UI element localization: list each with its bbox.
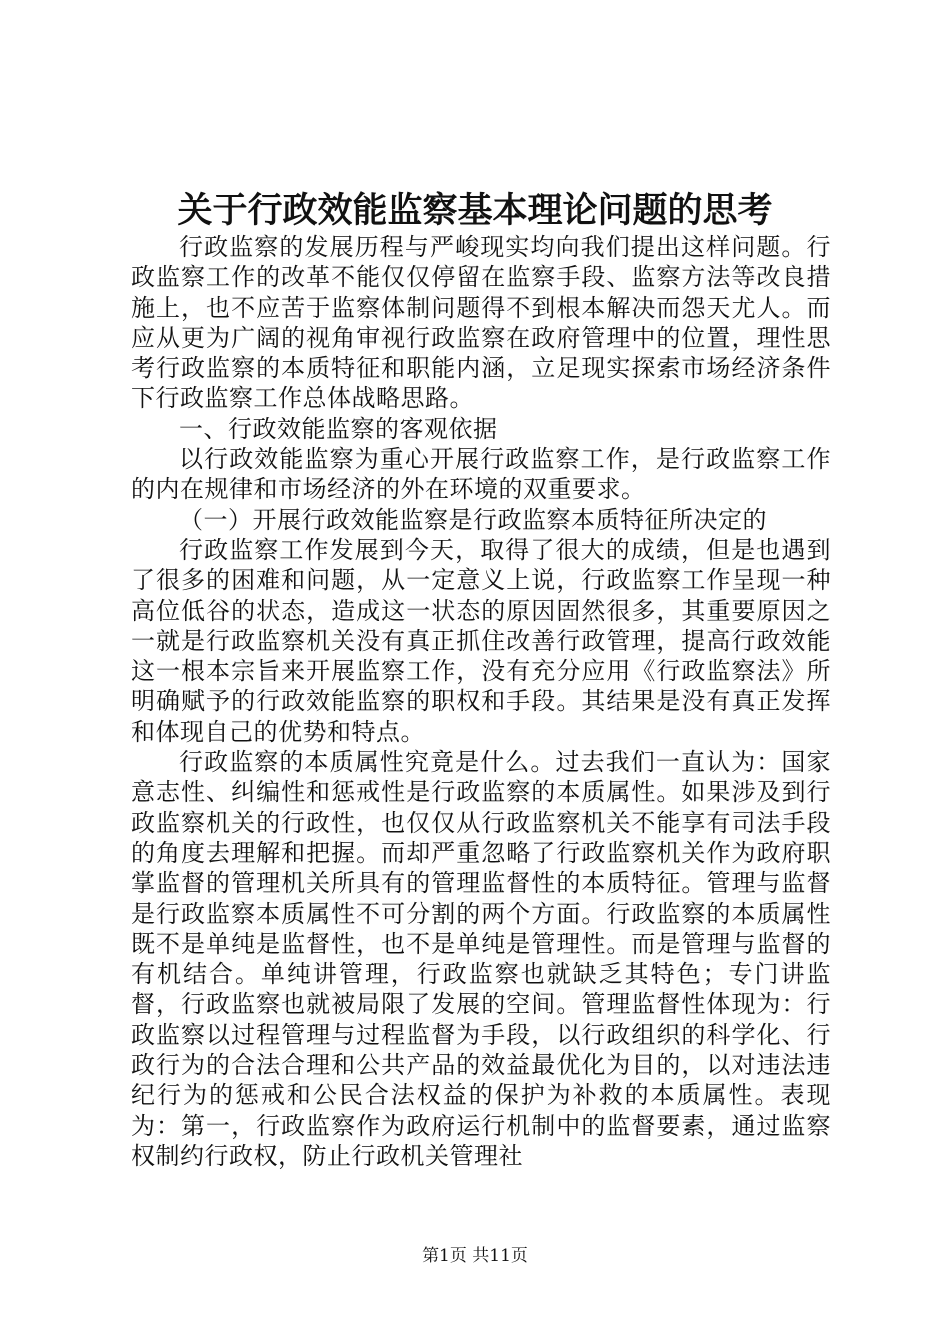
intro-paragraph: 行政监察的发展历程与严峻现实均向我们提出这样问题。行政监察工作的改革不能仅仅停留在监察手段、监察方法等改良措施上，也不应苦于监察体制问题得不到根本解决而怨天尤人。而应从更为广阔的视角审视行政监察在政府管理中的位置，理性思考行政监察的本质特征和职能内涵，立足现实探索市场经济条件下行政监察工作总体战略思路。 — [131, 233, 831, 413]
page-footer: 第1页 共11页 — [422, 1246, 528, 1266]
body-paragraph: 行政监察工作发展到今天，取得了很大的成绩，但是也遇到了很多的困难和问题，从一定意义上说，行政监察工作呈现一种高位低谷的状态，造成这一状态的原因固然很多，其重要原因之一就是行政监察机关没有真正抓住改善行政管理，提高行政效能这一根本宗旨来开展监察工作，没有充分应用《行政监察法》所明确赋予的行政效能监察的职权和手段。其结果是没有真正发挥和体现自己的优势和特点。 — [131, 535, 831, 746]
document-body — [131, 232, 831, 1171]
document-title: 关于行政效能监察基本理论问题的思考 — [177, 190, 773, 231]
body-paragraph: 行政监察的本质属性究竟是什么。过去我们一直认为：国家意志性、纠编性和惩戒性是行政监察的本质属性。如果涉及到行政监察机关的行政性，也仅仅从行政监察机关不能享有司法手段的角度去理解和把握。而却严重忽略了行政监察机关作为政府职掌监督的管理机关所具有的管理监督性的本质特征。管理与监督是行政监察本质属性不可分割的两个方面。行政监察的本质属性既不是单纯是监督性，也不是单纯是管理性。而是管理与监督的有机结合。单纯讲管理，行政监察也就缺乏其特色；专门讲监督，行政监察也就被局限了发展的空间。管理监督性体现为：行政监察以过程管理与过程监督为手段，以行政组织的科学化、行政行为的合法合理和公共产品的效益最优化为目的，以对违法违纪行为的惩戒和公民合法权益的保护为补救的本质属性。表现为：第一，行政监察作为政府运行机制中的监督要素，通过监察权制约行政权，防止行政机关管理社 — [131, 748, 831, 1170]
section-heading-1: 一、行政效能监察的客观依据 — [179, 414, 498, 443]
body-paragraph: 以行政效能监察为重心开展行政监察工作，是行政监察工作的内在规律和市场经济的外在环境的双重要求。 — [131, 445, 831, 504]
subsection-heading-1: （一）开展行政效能监察是行政监察本质特征所决定的 — [179, 505, 767, 534]
